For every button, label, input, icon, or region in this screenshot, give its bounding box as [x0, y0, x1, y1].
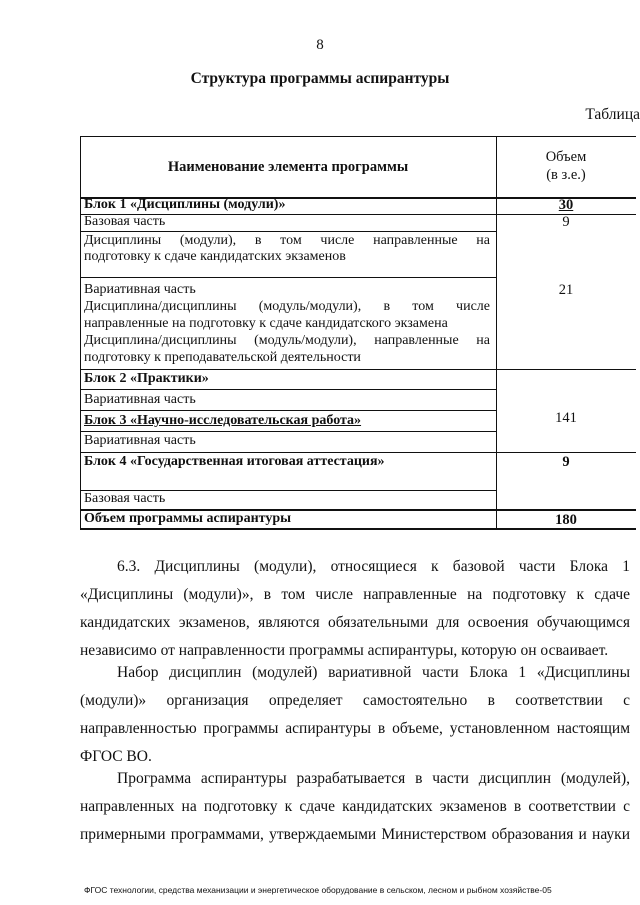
table-caption: Таблица: [585, 106, 640, 123]
paragraph-line: 6.3. Дисциплины (модули), относящиеся к базовой части Блока 1: [117, 558, 630, 575]
block1-var-desc: Дисциплина/дисциплины (модуль/модули), в том числе: [84, 299, 490, 314]
paragraph-program-development: [80, 770, 630, 844]
block2-var-part: Вариативная часть: [84, 392, 196, 407]
paragraph-line: направленных на подготовку к сдаче кандидатских экзаменов в соответствии с: [80, 798, 630, 815]
block4-value: 9: [562, 454, 570, 470]
paragraph-line: примерными программами, утверждаемыми Министерством образования и науки: [80, 826, 630, 843]
total-value: 180: [555, 512, 577, 528]
page-title: Структура программы аспирантуры: [190, 70, 450, 87]
paragraph-line: Набор дисциплин (модулей) вариативной части Блока 1 «Дисциплины: [117, 664, 630, 681]
header-volume: Объем: [545, 149, 587, 165]
block1-base-value: 9: [562, 214, 570, 230]
paragraph-line: (модули)» организация определяет самостоятельно в соответствии с: [80, 692, 630, 709]
header-volume-unit: (в з.е.): [546, 167, 586, 183]
block1-var-part: Вариативная часть: [84, 282, 196, 297]
paragraph-6-3: [80, 558, 630, 660]
block1-title: Блок 1 «Дисциплины (модули)»: [84, 197, 286, 212]
total-label: Объем программы аспирантуры: [84, 511, 292, 526]
block3-var-part: Вариативная часть: [84, 433, 196, 448]
block1-base-desc: подготовку к сдаче кандидатских экзаменов: [84, 249, 346, 264]
block4-title: Блок 4 «Государственная итоговая аттестация»: [84, 454, 385, 469]
program-structure-table: [80, 136, 636, 529]
block2-title: Блок 2 «Практики»: [84, 371, 209, 386]
paragraph-line: Программа аспирантуры разрабатывается в части дисциплин (модулей),: [117, 770, 630, 787]
page-footer: ФГОС технологии, средства механизации и энергетическое оборудование в сельском, лесном и рыбном хозяйстве-05: [84, 885, 552, 895]
block1-var-value: 21: [558, 282, 574, 298]
header-element-name: Наименование элемента программы: [167, 159, 409, 175]
block1-total: 30: [558, 197, 574, 213]
block1-var-desc: направленные на подготовку к сдаче кандидатского экзамена: [84, 316, 448, 331]
block3-title: Блок 3 «Научно-исследовательская работа»: [84, 413, 362, 428]
page-number: 8: [316, 37, 324, 53]
block1-var-desc: подготовку к преподавательской деятельности: [84, 350, 361, 365]
block4-base-part: Базовая часть: [84, 491, 166, 506]
paragraph-variable-part: [80, 664, 630, 766]
paragraph-line: ФГОС ВО.: [80, 748, 152, 765]
paragraph-line: независимо от направленности программы аспирантуры, которую он осваивает.: [80, 642, 609, 659]
paragraph-line: «Дисциплины (модули)», в том числе направленные на подготовку к сдаче: [80, 586, 630, 603]
block1-var-desc: Дисциплина/дисциплины (модуль/модули), направленные на: [84, 333, 490, 348]
block1-base-part: Базовая часть: [84, 214, 166, 229]
paragraph-line: кандидатских экзаменов, являются обязательными для освоения обучающимся: [80, 614, 630, 631]
block1-base-desc: Дисциплины (модули), в том числе направленные на: [84, 233, 490, 248]
paragraph-line: направленностью программы аспирантуры в объеме, установленном настоящим: [80, 720, 630, 737]
block23-value: 141: [555, 410, 577, 426]
